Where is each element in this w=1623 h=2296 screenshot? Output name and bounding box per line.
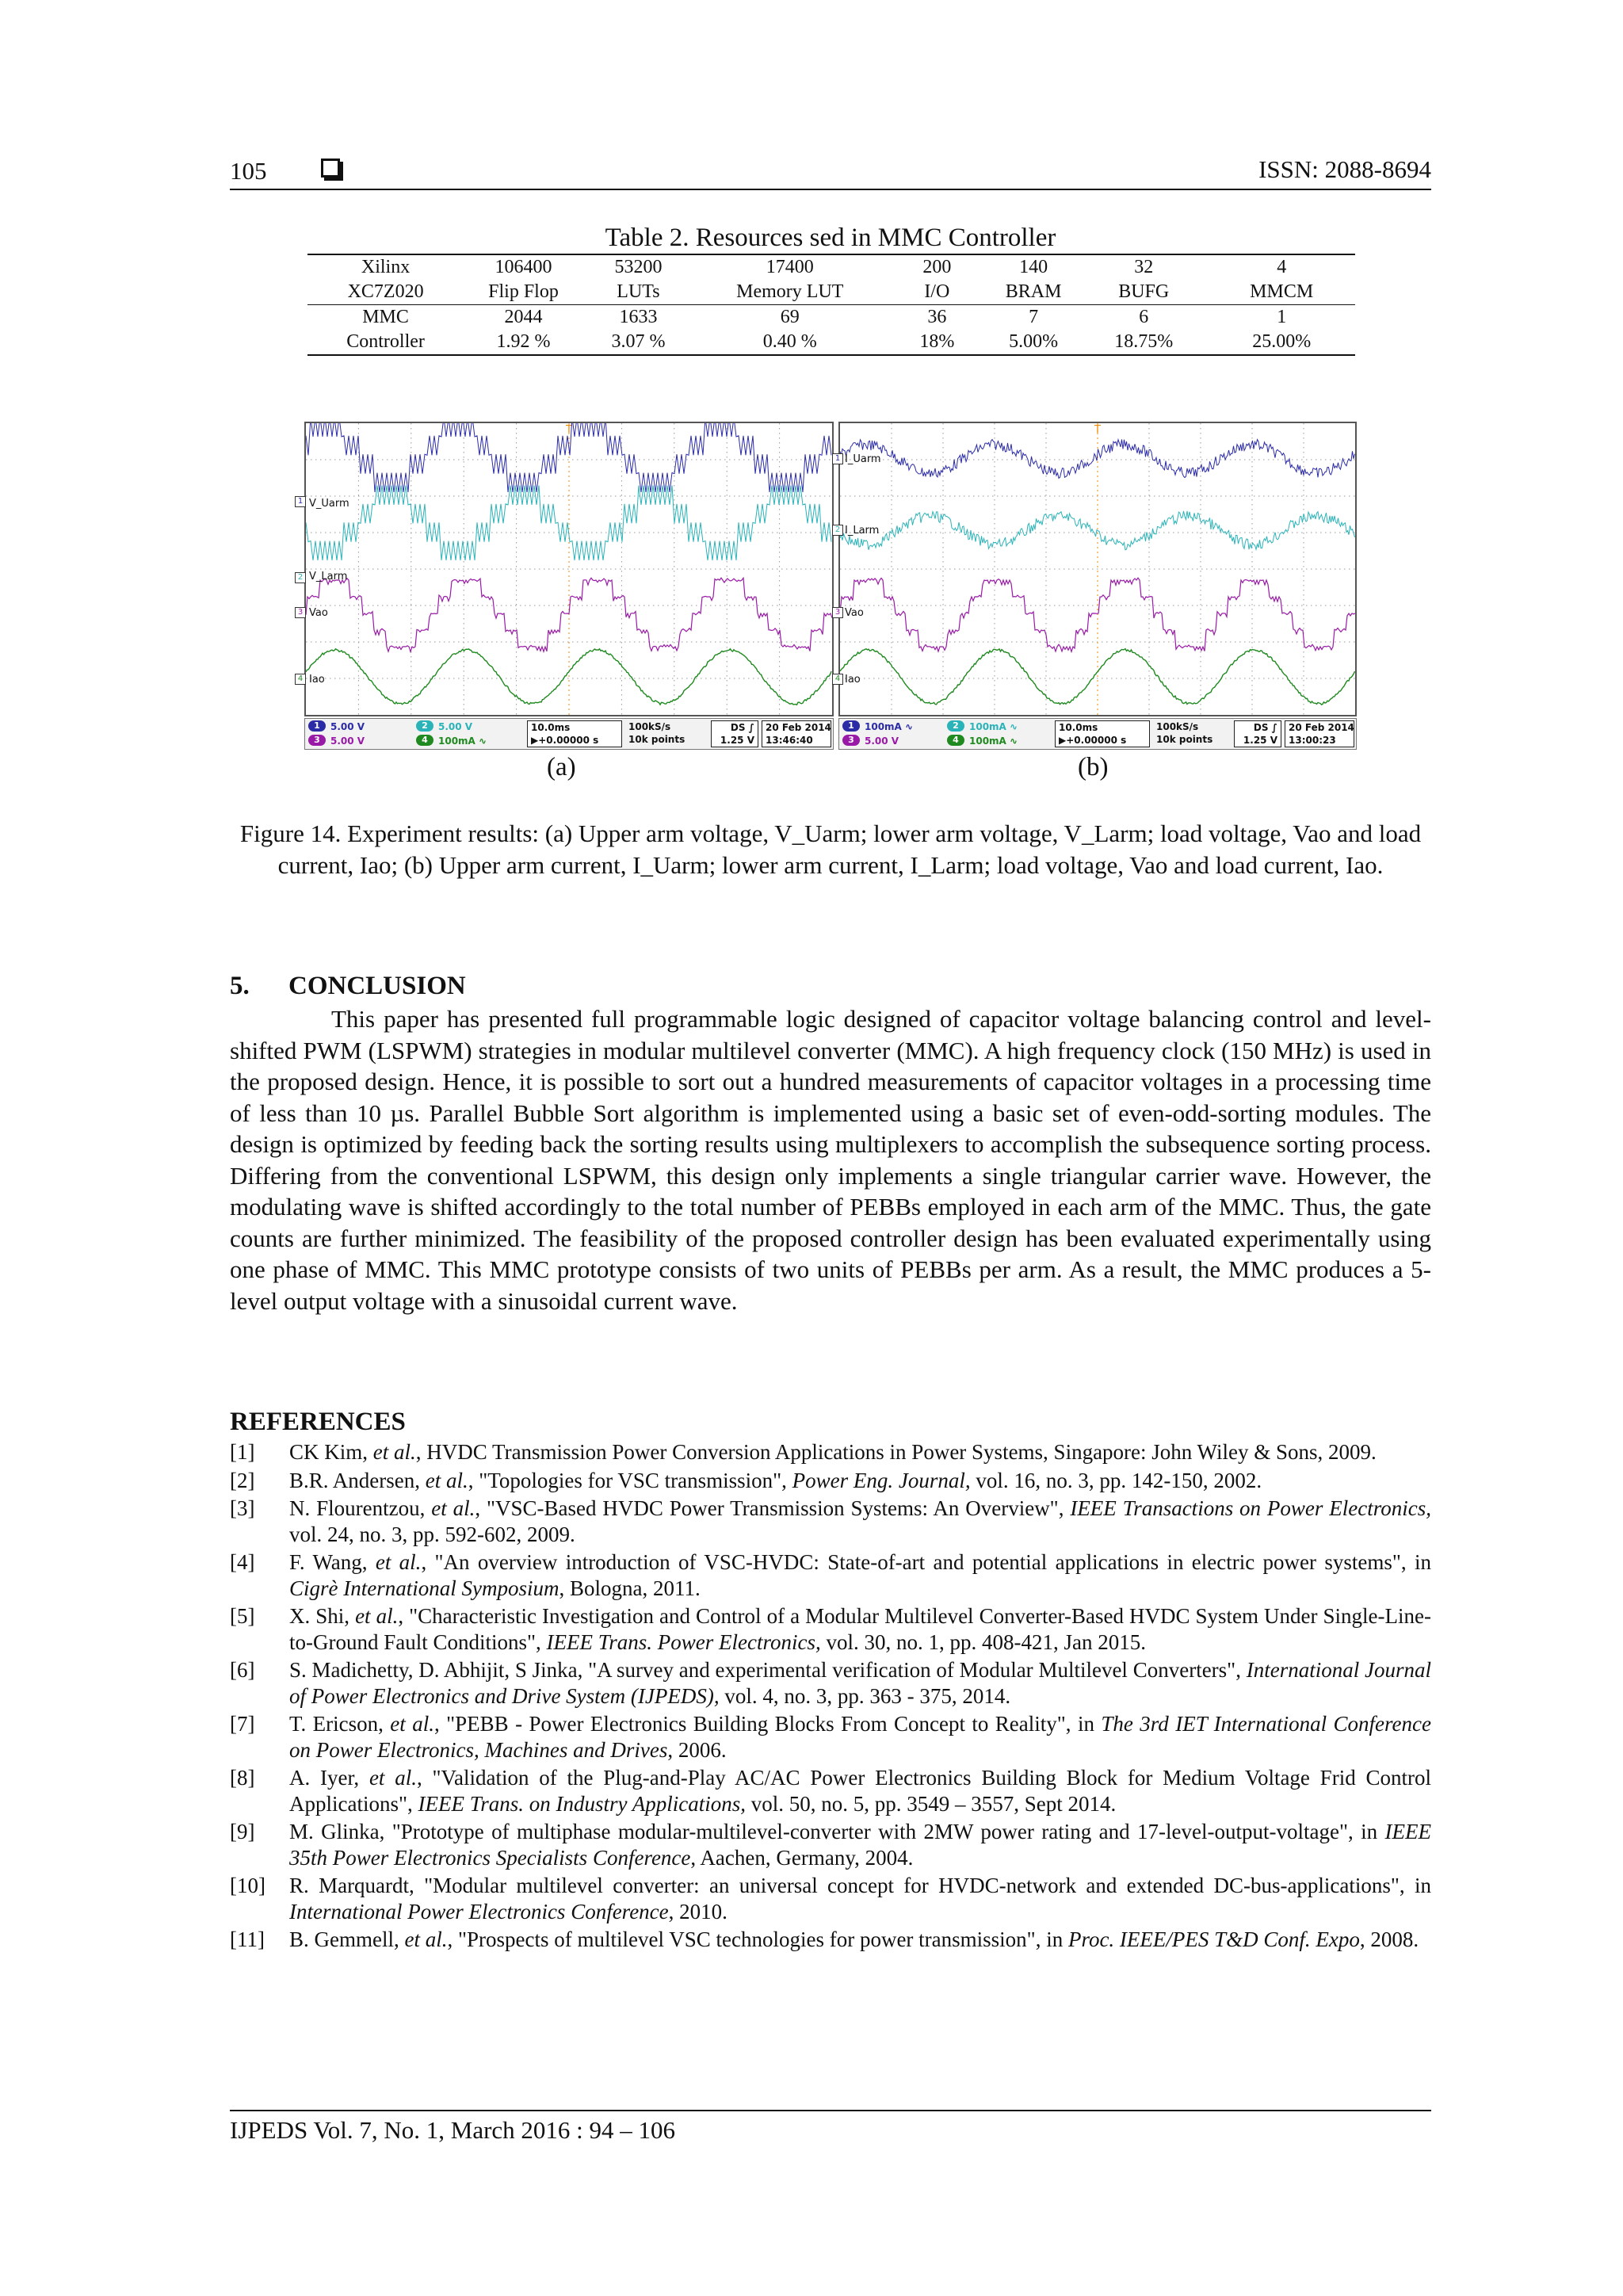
panel-a-label: (a) <box>547 753 576 781</box>
channel-3-label: Vao <box>845 607 864 619</box>
reference-item <box>230 1657 1431 1709</box>
reference-venue: International Power Electronics Conference <box>289 1899 669 1924</box>
channel-2-label: V_Larm <box>309 571 348 583</box>
reference-text <box>289 1439 1431 1465</box>
reference-venue: IEEE Transactions on Power Electronics, <box>1070 1496 1431 1520</box>
table-row <box>307 254 1355 280</box>
reference-c: vol. 4, no. 3, pp. 363 - 375, 2014. <box>719 1683 1011 1708</box>
reference-item <box>230 1496 1431 1547</box>
reference-c: , 2006. <box>667 1737 727 1762</box>
reference-item <box>230 1603 1431 1655</box>
reference-text <box>289 1819 1431 1870</box>
ch3-scale-a: 3 5.00 V <box>308 735 365 748</box>
reference-item <box>230 1549 1431 1601</box>
table-caption: Table 2. Resources sed in MMC Controller <box>605 223 1056 252</box>
table-cell: 32 <box>1079 254 1208 280</box>
table-cell: BRAM <box>1005 281 1062 302</box>
table-cell: 106400 <box>464 254 583 280</box>
reference-venue: Cigrè International Symposium <box>289 1576 559 1600</box>
table-cell: 140 <box>987 254 1079 280</box>
table-cell: BUFG <box>1118 281 1170 302</box>
ch1-scale-a: 1 5.00 V <box>308 720 365 734</box>
reference-b: , "VSC-Based HVDC Power Transmission Systems: An Overview", <box>475 1496 1071 1520</box>
reference-b: , "Prospects of multilevel VSC technologies for power transmission", in <box>447 1927 1068 1951</box>
table-cell: 53200 <box>583 254 693 280</box>
ch2-scale-a: 2 5.00 V <box>416 720 472 734</box>
channel-3-marker: 3 <box>295 607 306 618</box>
channel-1-marker: 1 <box>295 496 306 507</box>
reference-a: M. Glinka, "Prototype of multiphase modular-multilevel-converter with 2MW power rating and 17-level-output-voltage", in <box>289 1820 1385 1843</box>
reference-etal: et al. <box>372 1440 416 1464</box>
table-cell: Xilinx <box>307 254 464 280</box>
table-cell: 1 <box>1208 305 1355 330</box>
figure-caption: Figure 14. Experiment results: (a) Upper arm voltage, V_Uarm; lower arm voltage, V_Larm; load voltage, Vao and load current, Iao; (b) Upper arm current, I_Uarm; lower arm current, I_Larm; load voltage, Vao and load current, Iao. <box>239 819 1422 879</box>
reference-number: [4] <box>230 1550 255 1574</box>
table-cell: MMC <box>307 305 464 330</box>
table-cell: Memory LUT <box>736 281 844 302</box>
reference-b: , "Characteristic Investigation and Control of a Modular Multilevel Converter-Based HVDC System Under Single-Line-to-Ground Fault Conditions", <box>289 1604 1431 1654</box>
reference-item <box>230 1711 1431 1763</box>
reference-c: vol. 30, no. 1, pp. 408-421, Jan 2015. <box>820 1629 1146 1654</box>
reference-c: vol. 24, no. 3, pp. 592-602, 2009. <box>289 1522 575 1546</box>
waveform-plot-b <box>840 423 1355 715</box>
channel-2-label: I_Larm <box>845 525 880 537</box>
reference-text <box>289 1927 1431 1953</box>
channel-1-label: I_Uarm <box>845 453 881 465</box>
reference-number: [11] <box>230 1927 265 1951</box>
ch1-scale-b: 1 100mA ∿ <box>842 720 913 734</box>
channel-1-label: V_Uarm <box>309 498 349 510</box>
reference-venue: IEEE Trans. Power Electronics, <box>546 1629 821 1654</box>
table-row <box>307 305 1355 330</box>
reference-a: T. Ericson, <box>289 1712 391 1736</box>
channel-4-marker: 4 <box>295 674 306 685</box>
channel-3-label: Vao <box>309 607 328 619</box>
reference-etal: et al. <box>369 1766 417 1790</box>
trigger-box-b: DS ∫ 1.25 V <box>1234 720 1281 747</box>
table-cell: Controller <box>307 330 464 355</box>
table-cell: 3.07 % <box>583 330 693 355</box>
reference-item <box>230 1765 1431 1817</box>
reference-c: , Aachen, Germany, 2004. <box>690 1845 914 1870</box>
reference-etal: et al. <box>425 1468 468 1492</box>
i-larm-trace <box>840 511 1355 550</box>
table-cell: 2044 <box>464 305 583 330</box>
reference-text <box>289 1603 1431 1655</box>
ch2-scale-b: 2 100mA ∿ <box>947 720 1018 734</box>
references-list <box>230 1439 1431 1955</box>
header-rule <box>230 189 1431 190</box>
reference-b: , HVDC Transmission Power Conversion Applications in Power Systems, Singapore: John Wiley & Sons, 2009. <box>415 1440 1377 1464</box>
reference-number: [7] <box>230 1712 255 1736</box>
table-cell: 17400 <box>693 254 887 280</box>
table-cell: 1633 <box>583 305 693 330</box>
reference-item <box>230 1819 1431 1870</box>
section-title: CONCLUSION <box>288 972 466 1000</box>
table-cell: MMCM <box>1250 281 1314 302</box>
svg-text:T: T <box>566 424 572 436</box>
reference-item <box>230 1439 1431 1465</box>
table-cell: LUTs <box>617 281 660 302</box>
table-cell: Flip Flop <box>488 281 559 302</box>
table-cell: 4 <box>1208 254 1355 280</box>
reference-b: , "An overview introduction of VSC-HVDC: State-of-art and potential applications in electric power systems", in <box>421 1550 1431 1574</box>
reference-a: B. Gemmell, <box>289 1927 405 1951</box>
i-uarm-trace <box>840 439 1355 478</box>
table-cell: XC7Z020 <box>347 281 424 302</box>
reference-item <box>230 1927 1431 1953</box>
reference-number: [2] <box>230 1468 255 1492</box>
reference-etal: et al. <box>375 1550 422 1574</box>
table-cell: 18.75% <box>1079 330 1208 355</box>
reference-c: , Bologna, 2011. <box>559 1576 701 1600</box>
reference-etal: et al. <box>404 1927 448 1951</box>
table-row <box>307 330 1355 355</box>
table-cell: 69 <box>693 305 887 330</box>
table-cell: 18% <box>887 330 988 355</box>
reference-item <box>230 1468 1431 1494</box>
reference-venue: IEEE 35th Power Electronics Specialists Conference <box>289 1820 1431 1870</box>
ch3-scale-b: 3 5.00 V <box>842 735 899 748</box>
reference-a: X. Shi, <box>289 1604 356 1628</box>
table-cell: 0.40 % <box>693 330 887 355</box>
datetime-box-a: 20 Feb 2014 13:46:40 <box>762 720 831 747</box>
ch4-scale-b: 4 100mA ∿ <box>947 735 1018 748</box>
acquisition-box-a: 100kS/s 10k points <box>628 721 685 745</box>
waveform-plot-a <box>306 423 832 715</box>
footer-citation: IJPEDS Vol. 7, No. 1, March 2016 : 94 – 106 <box>230 2116 676 2144</box>
reference-number: [1] <box>230 1440 255 1464</box>
ch4-scale-a: 4 100mA ∿ <box>416 735 487 748</box>
reference-number: [8] <box>230 1766 255 1790</box>
reference-b: , "Topologies for VSC transmission", <box>468 1468 792 1492</box>
scope-screen-a <box>304 422 834 716</box>
reference-item <box>230 1873 1431 1924</box>
table-cell: 25.00% <box>1208 330 1355 355</box>
reference-venue: Proc. IEEE/PES T&D Conf. Expo <box>1067 1927 1360 1951</box>
reference-c: , 2010. <box>668 1899 727 1924</box>
channel-4-marker: 4 <box>832 674 843 685</box>
channel-3-marker: 3 <box>832 607 843 618</box>
reference-a: B.R. Andersen, <box>289 1468 426 1492</box>
reference-c: , 2008. <box>1359 1927 1419 1951</box>
channel-4-label: Iao <box>845 674 861 686</box>
reference-text <box>289 1549 1431 1601</box>
reference-etal: et al. <box>431 1496 475 1520</box>
table-cell: 6 <box>1079 305 1208 330</box>
reference-c: vol. 50, no. 5, pp. 3549 – 3557, Sept 2014. <box>746 1791 1117 1816</box>
table-cell: 200 <box>887 254 988 280</box>
reference-venue: IEEE Trans. on Industry Applications, <box>418 1791 747 1816</box>
reference-venue: The 3rd IET International Conference on Power Electronics, Machines and Drives <box>289 1712 1431 1762</box>
reference-b: , "Validation of the Plug-and-Play AC/AC Power Electronics Building Block for Medium Voltage Frid Control Applications", <box>289 1766 1431 1816</box>
reference-number: [10] <box>230 1874 265 1897</box>
reference-b: , "PEBB - Power Electronics Building Blocks From Concept to Reality", in <box>433 1712 1102 1736</box>
reference-text <box>289 1496 1431 1547</box>
scope-panel-b <box>834 422 1357 750</box>
table-cell: 5.00% <box>987 330 1079 355</box>
reference-text <box>289 1873 1431 1924</box>
svg-text:T: T <box>1094 424 1101 436</box>
reference-number: [6] <box>230 1658 255 1682</box>
trigger-box-a: DS ∫ 1.25 V <box>711 720 758 747</box>
reference-number: [3] <box>230 1496 255 1520</box>
table-row <box>307 280 1355 305</box>
scope-screen-b <box>838 422 1357 716</box>
reference-a: A. Iyer, <box>289 1766 369 1790</box>
reference-a: R. Marquardt, "Modular multilevel converter: an universal concept for HVDC-network and extended DC-bus-applications", in <box>289 1874 1431 1897</box>
v-larm-trace <box>306 486 831 561</box>
resources-table <box>307 254 1355 356</box>
table-cell: 36 <box>887 305 988 330</box>
issn: ISSN: 2088-8694 <box>1258 155 1431 183</box>
references-heading: REFERENCES <box>230 1408 406 1436</box>
reference-etal: et al. <box>355 1604 399 1628</box>
table-cell: 7 <box>987 305 1079 330</box>
reference-a: F. Wang, <box>289 1550 376 1574</box>
section-number: 5. <box>230 972 250 1000</box>
table-cell: I/O <box>924 281 950 302</box>
reference-c: vol. 16, no. 3, pp. 142-150, 2002. <box>970 1468 1262 1492</box>
reference-text <box>289 1765 1431 1817</box>
channel-2-marker: 2 <box>295 572 306 583</box>
reference-etal: et al. <box>390 1712 434 1736</box>
channel-1-marker: 1 <box>832 453 843 464</box>
timebase-box-b: 10.0ms ▶+0.00000 s <box>1055 720 1150 747</box>
page-number: 105 <box>230 157 267 185</box>
channel-2-marker: 2 <box>832 525 843 536</box>
reference-a: S. Madichetty, D. Abhijit, S Jinka, "A survey and experimental verification of Modular Multilevel Converters", <box>289 1658 1247 1682</box>
scope-status-bar-a <box>304 718 834 750</box>
reference-venue: Power Eng. Journal, <box>792 1468 971 1492</box>
scope-status-bar-b <box>838 718 1357 750</box>
channel-4-label: Iao <box>309 674 325 686</box>
scope-panel-a <box>297 422 834 750</box>
table-cell: 1.92 % <box>464 330 583 355</box>
panel-b-label: (b) <box>1078 753 1109 781</box>
reference-venue: International Journal of Power Electronics and Drive System (IJPEDS), <box>289 1658 1431 1708</box>
reference-a: CK Kim, <box>289 1440 373 1464</box>
square-bullet-icon <box>321 159 340 178</box>
reference-text <box>289 1657 1431 1709</box>
timebase-box-a: 10.0ms ▶+0.00000 s <box>527 720 622 747</box>
datetime-box-b: 20 Feb 2014 13:00:23 <box>1285 720 1354 747</box>
acquisition-box-b: 100kS/s 10k points <box>1156 721 1213 745</box>
reference-text <box>289 1468 1431 1494</box>
footer-rule <box>230 2110 1431 2111</box>
section-body: This paper has presented full programmable logic designed of capacitor voltage balancing control and level-shifted PWM (LSPWM) strategies in modular multilevel converter (MMC). A high frequency clock (150 MHz) is used in the proposed design. Hence, it is possible to sort out a hundred measurements of capacitor voltages in a processing time of less than 10 µs. Parallel Bubble Sort algorithm is implemented using a basic set of even-odd-sorting modules. The design is optimized by feeding back the sorting results using multiplexers to accomplish the subsequence sorting process. Differing from the conventional LSPWM, this design only implements a single triangular carrier wave. However, the modulating wave is shifted accordingly to the total number of PEBBs employed in each arm of the MMC. Thus, the gate counts are further minimized. The feasibility of the proposed controller design has been evaluated experimentally using one phase of MMC. This MMC prototype consists of two units of PEBBs per arm. As a result, the MMC produces a 5-level output voltage with a sinusoidal current wave. <box>230 1005 1431 1315</box>
reference-number: [9] <box>230 1820 255 1843</box>
reference-text <box>289 1711 1431 1763</box>
section-heading <box>230 972 466 1001</box>
reference-number: [5] <box>230 1604 255 1628</box>
reference-a: N. Flourentzou, <box>289 1496 432 1520</box>
